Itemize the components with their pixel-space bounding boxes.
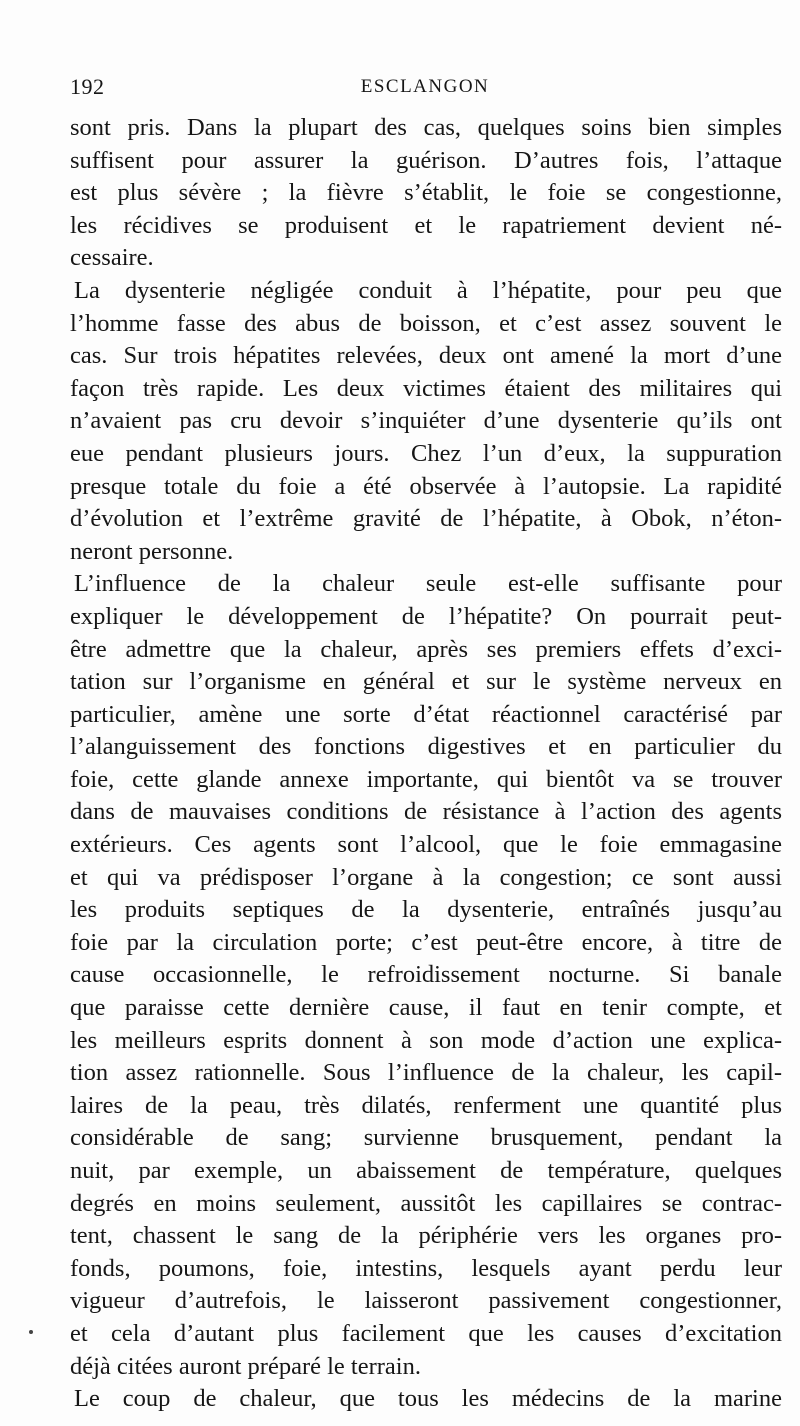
text-line: degrés en moins seulement, aussitôt les capillaires se contrac- xyxy=(70,1189,782,1217)
text-line: vigueur d’autrefois, le laisseront passivement congestionner, xyxy=(70,1287,782,1315)
text-line: être admettre que la chaleur, après ses premiers effets d’exci- xyxy=(70,635,782,663)
text-line: nuit, par exemple, un abaissement de température, quelques xyxy=(70,1157,782,1184)
paragraph xyxy=(70,1383,782,1416)
body-text xyxy=(70,112,782,1416)
text-line: considérable de sang; survienne brusquement, pendant la xyxy=(70,1124,782,1152)
text-line: particulier, amène une sorte d’état réactionnel caractérisé par xyxy=(70,700,782,728)
text-line: et qui va prédisposer l’organe à la congestion; ce sont aussi xyxy=(70,863,782,891)
paragraph xyxy=(70,112,782,275)
text-line: foie, cette glande annexe importante, qui bientôt va se trouver xyxy=(70,765,782,793)
text-line: expliquer le développement de l’hépatite? On pourrait peut- xyxy=(70,602,782,630)
text-line: fonds, poumons, foie, intestins, lesquels ayant perdu leur xyxy=(70,1254,782,1282)
page-header xyxy=(70,74,780,102)
text-line: tation sur l’organisme en général et sur le système nerveux en xyxy=(70,668,782,696)
text-line: La dysenterie négligée conduit à l’hépatite, pour peu que xyxy=(74,276,782,304)
text-line: cas. Sur trois hépatites relevées, deux ont amené la mort d’une xyxy=(70,342,782,370)
text-line: sont pris. Dans la plupart des cas, quelques soins bien simples xyxy=(70,114,782,141)
text-line: n’avaient pas cru devoir s’inquiéter d’une dysenterie qu’ils ont xyxy=(70,407,782,435)
print-speck xyxy=(29,1330,33,1334)
text-line: d’évolution et l’extrême gravité de l’hépatite, à Obok, n’éton- xyxy=(70,505,782,533)
text-line: L’influence de la chaleur seule est-elle suffisante pour xyxy=(74,570,782,598)
text-line: eue pendant plusieurs jours. Chez l’un d’eux, la suppuration xyxy=(70,439,782,467)
text-line: tion assez rationnelle. Sous l’influence de la chaleur, les capil- xyxy=(70,1059,782,1087)
text-line: suffisent pour assurer la guérison. D’autres fois, l’attaque xyxy=(70,146,782,174)
text-line: l’alanguissement des fonctions digestives et en particulier du xyxy=(70,733,782,761)
text-line: les produits septiques de la dysenterie, entraînés jusqu’au xyxy=(70,896,782,924)
text-line: façon très rapide. Les deux victimes étaient des militaires qui xyxy=(70,374,782,402)
text-line: presque totale du foie a été observée à l’autopsie. La rapidité xyxy=(70,472,782,500)
text-line: est plus sévère ; la fièvre s’établit, le foie se congestionne, xyxy=(70,179,782,207)
text-line: l’homme fasse des abus de boisson, et c’est assez souvent le xyxy=(70,309,782,337)
text-line: extérieurs. Ces agents sont l’alcool, que le foie emmagasine xyxy=(70,831,782,859)
text-line: neront personne. xyxy=(70,537,234,565)
running-head: ESCLANGON xyxy=(360,76,490,97)
text-line: laires de la peau, très dilatés, renferment une quantité plus xyxy=(70,1091,782,1119)
text-line: déjà citées auront préparé le terrain. xyxy=(70,1352,421,1380)
text-line: cessaire. xyxy=(70,244,154,272)
paragraph xyxy=(70,275,782,568)
text-line: et cela d’autant plus facilement que les causes d’excitation xyxy=(70,1319,782,1347)
text-line: tent, chassent le sang de la périphérie vers les organes pro- xyxy=(70,1222,782,1250)
text-line: dans de mauvaises conditions de résistance à l’action des agents xyxy=(70,798,782,826)
paragraph xyxy=(70,568,782,1383)
text-line: les récidives se produisent et le rapatriement devient né- xyxy=(70,211,782,239)
text-line: que paraisse cette dernière cause, il faut en tenir compte, et xyxy=(70,994,782,1022)
page-number: 192 xyxy=(70,74,105,99)
text-line: Le coup de chaleur, que tous les médecins de la marine xyxy=(74,1385,782,1413)
text-line: cause occasionnelle, le refroidissement nocturne. Si banale xyxy=(70,961,782,989)
text-line: foie par la circulation porte; c’est peut-être encore, à titre de xyxy=(70,928,782,956)
text-line: les meilleurs esprits donnent à son mode d’action une explica- xyxy=(70,1026,782,1054)
